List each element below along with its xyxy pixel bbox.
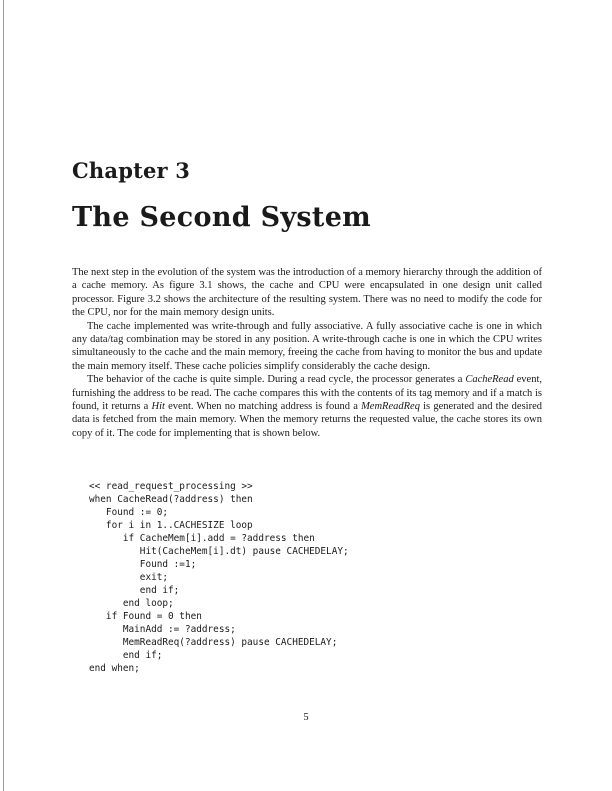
code-line: end if; bbox=[89, 650, 163, 661]
term-memreadreq: MemReadReq bbox=[361, 401, 420, 413]
paragraph-1: The next step in the evolution of the system was the introduction of a memory hierarchy through the addition of a cache memory. As figure 3.1 shows, the cache and CPU were encapsulated in one design unit called processor. Figure 3.2 shows the architecture of the resulting system. There was no need to modify the code for the CPU, nor for the main memory design units. bbox=[72, 267, 542, 319]
code-line: exit; bbox=[89, 572, 169, 583]
chapter-title: The Second System bbox=[72, 202, 372, 233]
code-line: for i in 1..CACHESIZE loop bbox=[89, 520, 253, 531]
paragraph-3 bbox=[72, 373, 542, 440]
code-line: MainAdd := ?address; bbox=[89, 624, 236, 635]
paragraph-2: The cache implemented was write-through and fully associative. A fully associative cache is one in which any data/tag combination may be stored in any position. A write-through cache is one in which the CPU writes simultaneously to the cache and the main memory, freeing the cache from having to monitor the bus and update the main memory itself. These cache policies simplify considerably the cache design. bbox=[72, 320, 542, 372]
code-line: Found :=1; bbox=[89, 559, 197, 570]
code-line: << read_request_processing >> bbox=[89, 481, 253, 492]
paragraph-3-text: event, furnishing the address to be read. The cache compares this with the contents of its tag memory and if a match is found, it returns a bbox=[72, 374, 542, 413]
code-line: Hit(CacheMem[i].dt) pause CACHEDELAY; bbox=[89, 546, 349, 557]
chapter-label: Chapter 3 bbox=[72, 158, 191, 183]
code-line: end when; bbox=[89, 663, 140, 674]
code-line: end loop; bbox=[89, 598, 174, 609]
paragraph-3-text: event. When no matching address is found a bbox=[164, 401, 362, 413]
term-cacheread: CacheRead bbox=[465, 374, 514, 386]
body-text bbox=[72, 266, 542, 440]
code-line: if CacheMem[i].add = ?address then bbox=[89, 533, 315, 544]
code-line: MemReadReq(?address) pause CACHEDELAY; bbox=[89, 637, 338, 648]
code-listing bbox=[89, 480, 349, 675]
page-number: 5 bbox=[303, 712, 309, 723]
term-hit: Hit bbox=[151, 401, 165, 413]
code-line: end if; bbox=[89, 585, 180, 596]
code-line: when CacheRead(?address) then bbox=[89, 494, 253, 505]
code-line: if Found = 0 then bbox=[89, 611, 202, 622]
paragraph-3-text: is generated and the desired data is fetched from the main memory. When the memory returns the requested value, the cache stores its own copy of it. The code for implementing that is shown below. bbox=[72, 401, 542, 439]
paragraph-3-text: The behavior of the cache is quite simple. During a read cycle, the processor generates a bbox=[87, 374, 466, 386]
page-edge-rule bbox=[3, 0, 4, 791]
code-line: Found := 0; bbox=[89, 507, 169, 518]
